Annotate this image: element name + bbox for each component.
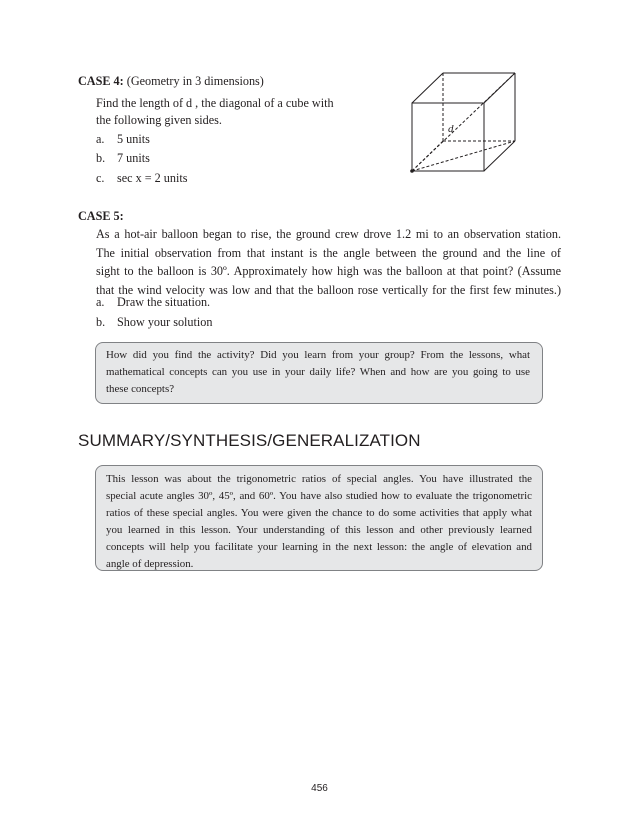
cube-diagram xyxy=(400,65,525,177)
item-text: 7 units xyxy=(117,151,150,165)
case4-prompt-line1 xyxy=(96,94,334,112)
reflection-box xyxy=(95,342,543,404)
case4-item-c xyxy=(96,169,188,187)
item-text: sec x = 2 units xyxy=(117,171,188,185)
case4-label: CASE 4: xyxy=(78,74,124,88)
case4-prompt-text-1: Find the length of d , the diagonal of a cube with xyxy=(96,96,334,110)
item-text: 5 units xyxy=(117,132,150,146)
case4-prompt-line2: the following given sides. xyxy=(96,113,222,127)
case4-item-b xyxy=(96,149,150,167)
summary-line: angle of depression. xyxy=(106,558,194,570)
reflection-line: these concepts? xyxy=(106,383,175,395)
case5-item-b xyxy=(96,313,212,331)
item-marker: b. xyxy=(96,151,106,165)
reflection-line: How did you find the activity? Did you learn from your group? From the lessons, what xyxy=(106,349,530,361)
item-marker: a. xyxy=(96,132,105,146)
item-text: Show your solution xyxy=(117,315,213,329)
case5-line: sight to the balloon is 30º. Approximately how high was the balloon at that point? (Assume xyxy=(96,264,561,279)
case5-line: As a hot-air balloon began to rise, the ground crew drove 1.2 mi to an observation station. xyxy=(96,227,561,241)
case4-subtitle: (Geometry in 3 dimensions) xyxy=(123,74,264,88)
summary-text xyxy=(106,471,532,573)
item-marker: a. xyxy=(96,295,105,309)
summary-heading: SUMMARY/SYNTHESIS/GENERALIZATION xyxy=(78,431,421,450)
diagonal-label: d xyxy=(448,123,454,135)
case5-problem xyxy=(96,225,561,299)
case4-item-a xyxy=(96,130,150,148)
summary-line: you learned in this lesson. Your understanding of this lesson and other previously learned xyxy=(106,524,532,536)
item-marker: c. xyxy=(96,171,105,185)
summary-line: special acute angles 30º, 45º, and 60º. You have also studied how to evaluate the trigonometric xyxy=(106,490,532,502)
case5-line: that the wind velocity was low and that the balloon rose vertically for the first few minutes.) xyxy=(96,282,561,297)
page-number: 456 xyxy=(311,783,328,794)
reflection-line: mathematical concepts can you use in your daily life? When and how are you going to use xyxy=(106,366,530,378)
case5-item-a xyxy=(96,293,210,311)
item-marker: b. xyxy=(96,315,106,329)
case5-label: CASE 5: xyxy=(78,209,124,223)
summary-line: concepts will help you facilitate your learning in the next lesson: the angle of elevation and xyxy=(106,541,532,553)
summary-box xyxy=(95,465,543,571)
summary-line: ratios of these special angles. You were given the chance to do some activities that apply what xyxy=(106,507,532,519)
reflection-text xyxy=(106,347,530,398)
case4-heading xyxy=(78,72,264,90)
vertex-dot xyxy=(410,169,414,173)
case5-line: The initial observation from that instant is the angle between the ground and the line of xyxy=(96,245,561,260)
item-text: Draw the situation. xyxy=(117,295,211,309)
summary-line: This lesson was about the trigonometric ratios of special angles. You have illustrated the xyxy=(106,473,532,485)
